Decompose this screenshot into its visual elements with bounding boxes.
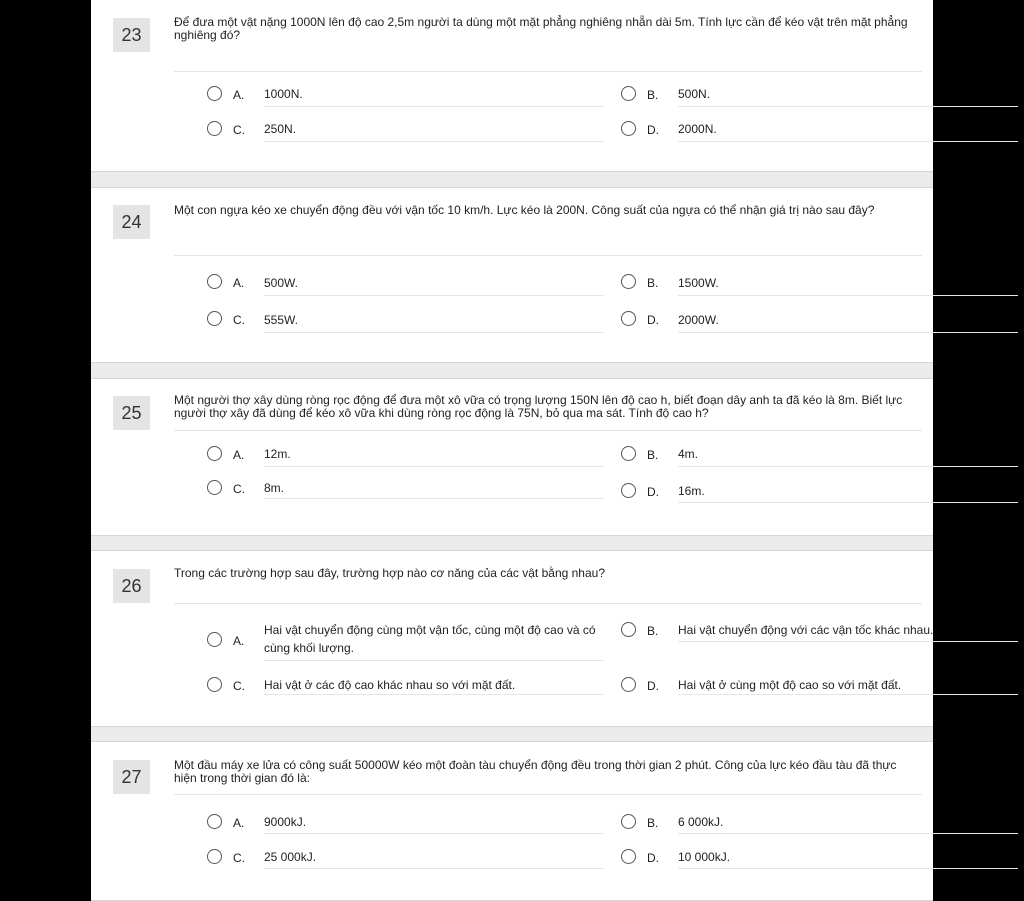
option-letter: B.: [647, 276, 659, 290]
option-letter: A.: [233, 276, 245, 290]
option-text: 2000W.: [678, 309, 1018, 333]
question-text: Trong các trường hợp sau đây, trường hợp nào cơ năng của các vật bằng nhau?: [174, 567, 922, 604]
radio-button[interactable]: [621, 274, 636, 289]
option-letter: D.: [647, 123, 659, 137]
question-text: Một đầu máy xe lửa có công suất 50000W kéo một đoàn tàu chuyển động đều trong thời gian 2 phút. Công của lực kéo đầu tàu đã thực hiện trong thời gian đó là:: [174, 759, 922, 795]
question-number: 26: [113, 569, 150, 603]
radio-button[interactable]: [621, 86, 636, 101]
option-letter: A.: [233, 448, 245, 462]
radio-button[interactable]: [621, 483, 636, 498]
question-number: 25: [113, 396, 150, 430]
option-text: 500W.: [264, 272, 604, 296]
option-text: 10 000kJ.: [678, 846, 1018, 869]
question-26: [91, 550, 933, 727]
question-text: Một con ngựa kéo xe chuyển động đều với vận tốc 10 km/h. Lực kéo là 200N. Công suất của ngựa có thể nhận giá trị nào sau đây?: [174, 204, 922, 256]
option-letter: C.: [233, 679, 245, 693]
radio-button[interactable]: [207, 480, 222, 495]
radio-button[interactable]: [207, 274, 222, 289]
option-text: Hai vật ở cùng một độ cao so với mặt đất.: [678, 674, 1018, 695]
option-text: 1000N.: [264, 83, 604, 107]
option-letter: B.: [647, 816, 659, 830]
option-letter: B.: [647, 88, 659, 102]
radio-button[interactable]: [207, 849, 222, 864]
question-number: 27: [113, 760, 150, 794]
radio-button[interactable]: [621, 311, 636, 326]
question-number: 23: [113, 18, 150, 52]
option-text: Hai vật ở các độ cao khác nhau so với mặt đất.: [264, 674, 604, 695]
radio-button[interactable]: [621, 121, 636, 136]
question-text: Để đưa một vật nặng 1000N lên độ cao 2,5m người ta dùng một mặt phẳng nghiêng nhẵn dài 5m. Tính lực cần để kéo vật trên mặt phẳng nghiêng đó?: [174, 16, 922, 72]
option-text: 9000kJ.: [264, 811, 604, 834]
option-letter: D.: [647, 485, 659, 499]
option-letter: A.: [233, 816, 245, 830]
radio-button[interactable]: [621, 849, 636, 864]
radio-button[interactable]: [207, 86, 222, 101]
option-text: 555W.: [264, 309, 604, 333]
option-letter: A.: [233, 88, 245, 102]
radio-button[interactable]: [621, 677, 636, 692]
option-text: 25 000kJ.: [264, 846, 604, 869]
option-text: 250N.: [264, 118, 604, 142]
option-text: 6 000kJ.: [678, 811, 1018, 834]
radio-button[interactable]: [207, 677, 222, 692]
question-24: [91, 187, 933, 363]
option-text: 2000N.: [678, 118, 1018, 142]
question-23: [91, 0, 933, 172]
question-text: Một người thợ xây dùng ròng rọc động để đưa một xô vữa có trọng lượng 150N lên độ cao h, biết đoạn dây anh ta đã kéo là 8m. Biết lực người thợ xây đã dùng để kéo xô vữa khi dùng ròng rọc động là 75N, bỏ qua ma sát. Tính độ cao h?: [174, 394, 922, 431]
option-text: 8m.: [264, 477, 604, 499]
option-letter: D.: [647, 679, 659, 693]
option-letter: C.: [233, 313, 245, 327]
radio-button[interactable]: [621, 814, 636, 829]
option-letter: B.: [647, 448, 659, 462]
option-letter: C.: [233, 482, 245, 496]
question-27: [91, 741, 933, 901]
radio-button[interactable]: [207, 632, 222, 647]
option-text: 16m.: [678, 480, 1018, 503]
option-text: 500N.: [678, 83, 1018, 107]
option-text: 4m.: [678, 443, 1018, 467]
question-25: [91, 378, 933, 536]
quiz-page: [91, 0, 933, 893]
question-number: 24: [113, 205, 150, 239]
option-letter: A.: [233, 634, 245, 648]
radio-button[interactable]: [621, 622, 636, 637]
radio-button[interactable]: [621, 446, 636, 461]
option-letter: C.: [233, 851, 245, 865]
radio-button[interactable]: [207, 121, 222, 136]
option-letter: D.: [647, 313, 659, 327]
option-text: Hai vật chuyển động cùng một vận tốc, cùng một độ cao và có cùng khối lượng.: [264, 619, 604, 661]
option-text: 1500W.: [678, 272, 1018, 296]
radio-button[interactable]: [207, 446, 222, 461]
option-text: 12m.: [264, 443, 604, 467]
radio-button[interactable]: [207, 311, 222, 326]
option-letter: D.: [647, 851, 659, 865]
option-letter: C.: [233, 123, 245, 137]
radio-button[interactable]: [207, 814, 222, 829]
option-letter: B.: [647, 624, 659, 638]
option-text: Hai vật chuyển động với các vận tốc khác nhau.: [678, 619, 1018, 642]
